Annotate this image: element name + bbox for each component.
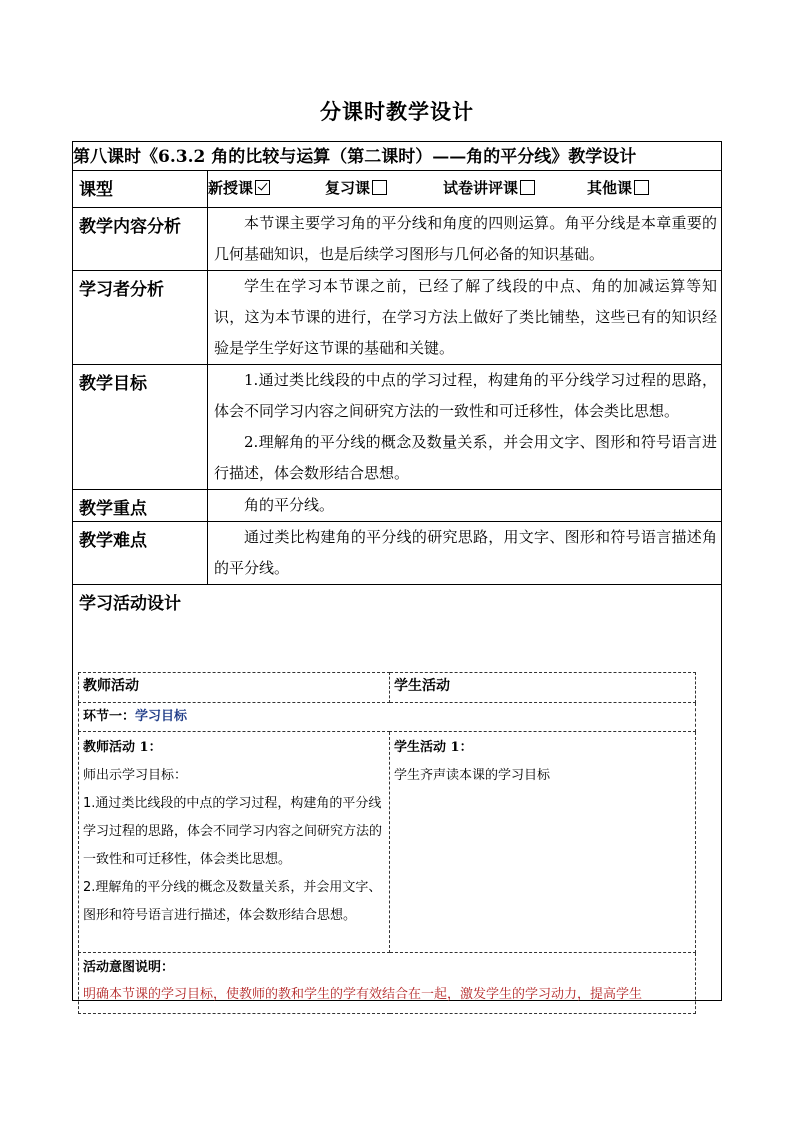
teacher-line: 2.理解角的平分线的概念及数量关系，并会用文字、图形和符号语言进行描述，体会数形结合思想。	[83, 880, 382, 923]
lesson-type-row	[73, 171, 722, 208]
lesson-type-option-review[interactable]	[325, 177, 443, 207]
purpose-text: 明确本节课的学习目标，使教师的教和学生的学有效结合在一起，激发学生的学习动力，提高学生	[83, 987, 643, 1002]
teaching-goals-label: 教学目标	[73, 365, 208, 490]
key-point-text: 角的平分线。	[208, 490, 722, 522]
key-point-label: 教学重点	[73, 490, 208, 522]
teacher-activity-title: 教师活动 1：	[83, 740, 162, 755]
learner-analysis-row	[73, 271, 722, 365]
activity-body-row	[79, 732, 696, 953]
activity-design-label: 学习活动设计	[79, 594, 181, 614]
option-label: 新授课	[208, 179, 254, 197]
key-point-row	[73, 490, 722, 522]
lesson-type-option-other[interactable]	[587, 177, 667, 207]
teacher-activity-header: 教师活动	[79, 673, 390, 703]
lesson-type-option-new[interactable]	[208, 177, 325, 207]
teaching-goals-text	[208, 365, 722, 490]
teacher-activity-cell	[79, 732, 390, 953]
student-activity-header: 学生活动	[390, 673, 696, 703]
checked-box-icon[interactable]	[255, 180, 270, 195]
lesson-type-label: 课型	[73, 171, 208, 208]
document-title: 分课时教学设计	[320, 99, 474, 124]
difficulty-label: 教学难点	[73, 522, 208, 585]
difficulty-row	[73, 522, 722, 585]
teacher-line: 师出示学习目标：	[83, 768, 188, 783]
purpose-row	[79, 953, 696, 1014]
checkbox-icon[interactable]	[634, 180, 649, 195]
activity-purpose-cell	[79, 953, 696, 1014]
checkbox-icon[interactable]	[372, 180, 387, 195]
checkbox-icon[interactable]	[520, 180, 535, 195]
student-activity-title: 学生活动 1：	[394, 740, 473, 755]
lesson-type-option-exam-review[interactable]	[443, 177, 587, 207]
activity-table	[78, 672, 696, 1014]
learner-analysis-label: 学习者分析	[73, 271, 208, 365]
learner-analysis-text: 学生在学习本节课之前，已经了解了线段的中点、角的加减运算等知识，这为本节课的进行，在学习方法上做好了类比铺垫，这些已有的知识经验是学生学好这节课的基础和关键。	[208, 271, 722, 365]
content-analysis-text: 本节课主要学习角的平分线和角度的四则运算。角平分线是本章重要的几何基础知识，也是后续学习图形与几何必备的知识基础。	[208, 208, 722, 271]
step-name: 学习目标	[135, 709, 188, 724]
step-title	[79, 703, 696, 732]
content-analysis-row	[73, 208, 722, 271]
goal-1: 1.通过类比线段的中点的学习过程，构建角的平分线学习过程的思路，体会不同学习内容之间研究方法的一致性和可迁移性，体会类比思想。	[214, 371, 717, 420]
difficulty-text: 通过类比构建角的平分线的研究思路，用文字、图形和符号语言描述角的平分线。	[208, 522, 722, 585]
option-label: 其他课	[587, 179, 633, 197]
option-label: 试卷讲评课	[443, 179, 519, 197]
student-activity-cell	[390, 732, 696, 953]
step-row	[79, 703, 696, 732]
activity-header-row	[79, 673, 696, 703]
teacher-line: 1.通过类比线段的中点的学习过程，构建角的平分线学习过程的思路，体会不同学习内容之间研究方法的一致性和可迁移性，体会类比思想。	[83, 796, 383, 867]
student-line: 学生齐声读本课的学习目标	[394, 768, 551, 783]
goal-2: 2.理解角的平分线的概念及数量关系，并会用文字、图形和符号语言进行描述，体会数形结合思想。	[214, 433, 717, 482]
option-label: 复习课	[325, 179, 371, 197]
lesson-type-options	[208, 171, 722, 208]
lesson-header: 第八课时《6.3.2 角的比较与运算（第二课时）——角的平分线》教学设计	[73, 142, 722, 171]
purpose-title: 活动意图说明：	[83, 960, 175, 975]
teaching-goals-row	[73, 365, 722, 490]
lesson-header-row	[73, 142, 722, 171]
content-analysis-label: 教学内容分析	[73, 208, 208, 271]
step-prefix: 环节一：	[83, 709, 136, 724]
